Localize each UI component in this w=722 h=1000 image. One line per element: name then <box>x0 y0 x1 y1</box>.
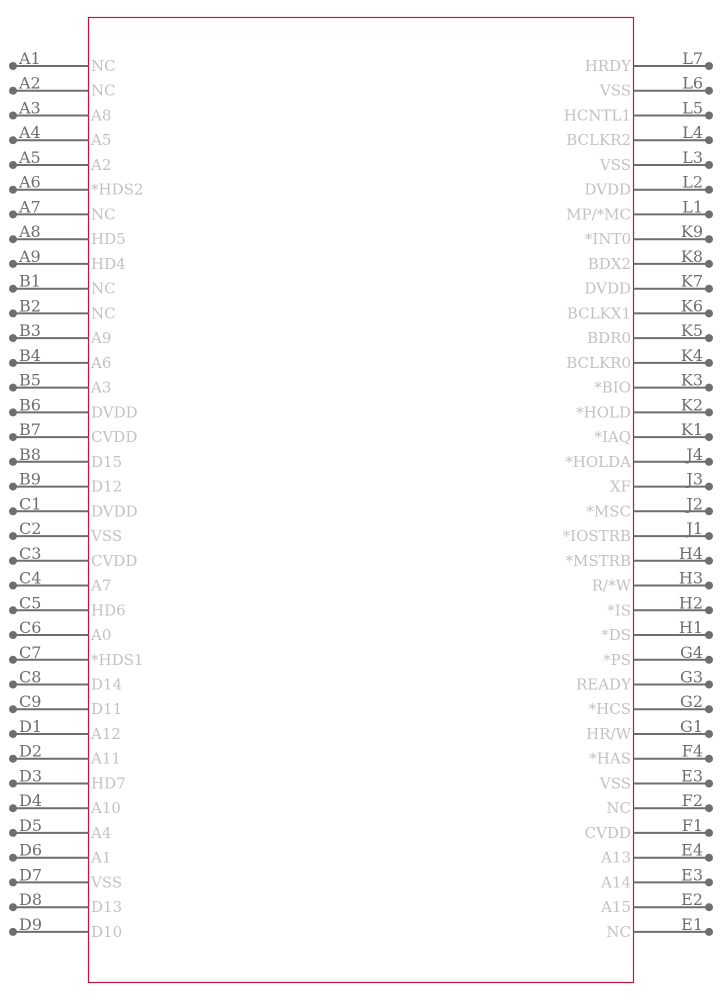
pin-name: D12 <box>91 477 123 496</box>
pin-name: CVDD <box>584 823 631 842</box>
pin-endpoint <box>705 903 713 911</box>
pin-endpoint <box>705 829 713 837</box>
pin-number: C9 <box>19 692 42 712</box>
pin-name: NC <box>91 57 116 75</box>
pin-endpoint <box>9 408 17 416</box>
pin-name: *MSTRB <box>565 551 631 570</box>
pin-endpoint <box>9 730 17 738</box>
pin-number: C6 <box>19 618 42 637</box>
pin-number: C5 <box>19 593 42 613</box>
pin-endpoint <box>705 210 713 218</box>
pin-right-l2 <box>584 173 713 199</box>
pin-endpoint <box>705 260 713 268</box>
pin-name: *BIO <box>594 378 631 397</box>
pin-name: DVDD <box>91 403 138 422</box>
pin-endpoint <box>9 62 17 70</box>
pin-number: G4 <box>680 642 703 662</box>
pin-right-j2 <box>586 494 713 520</box>
pin-number: E2 <box>681 890 703 910</box>
pin-name: VSS <box>599 156 631 174</box>
pin-endpoint <box>9 112 17 120</box>
pin-name: XF <box>609 477 631 496</box>
pin-endpoint <box>705 582 713 590</box>
pin-number: A6 <box>19 172 41 192</box>
pin-endpoint <box>9 483 17 491</box>
pin-name: BDX2 <box>587 254 631 273</box>
pin-name: R/*W <box>591 576 631 595</box>
pin-name: VSS <box>599 81 631 100</box>
pin-endpoint <box>9 681 17 689</box>
pin-name: NC <box>91 279 116 298</box>
pin-endpoint <box>9 878 17 886</box>
pin-name: *HOLD <box>576 403 631 422</box>
pin-number: D3 <box>19 766 43 786</box>
pin-endpoint <box>9 161 17 169</box>
pin-left-d9 <box>9 915 122 941</box>
pin-left-a2 <box>9 74 116 100</box>
pin-left-a6 <box>9 173 143 199</box>
pin-number: K7 <box>680 271 703 291</box>
pin-name: CVDD <box>91 551 138 570</box>
pin-number: K5 <box>680 321 703 341</box>
pin-right-k5 <box>587 321 713 347</box>
pin-number: A2 <box>19 73 41 93</box>
pin-number: F4 <box>681 741 703 761</box>
pin-number: H4 <box>678 543 703 563</box>
pin-name: HD7 <box>91 774 126 793</box>
pin-name: *MSC <box>586 502 631 521</box>
pin-left-b5 <box>9 371 111 397</box>
pin-number: E3 <box>681 865 703 885</box>
pin-name: A5 <box>91 131 112 150</box>
pin-right-l6 <box>599 74 713 100</box>
pin-name: CVDD <box>91 428 138 447</box>
pin-right-f2 <box>606 791 713 817</box>
pin-name: HD4 <box>91 254 126 273</box>
pin-endpoint <box>9 136 17 144</box>
pin-left-c8 <box>9 668 122 694</box>
pin-number: L3 <box>682 148 703 167</box>
pin-endpoint <box>705 87 713 95</box>
pin-name: VSS <box>91 527 123 546</box>
pin-name: *INT0 <box>584 230 631 249</box>
pin-number: A9 <box>19 246 41 266</box>
pin-endpoint <box>9 186 17 194</box>
pin-number: A8 <box>19 222 41 242</box>
pin-name: A4 <box>91 823 112 842</box>
pin-right-h2 <box>607 593 713 619</box>
pin-endpoint <box>9 309 17 317</box>
pin-name: A14 <box>601 873 631 892</box>
pin-endpoint <box>705 878 713 886</box>
pin-number: A5 <box>19 148 41 167</box>
pin-number: D2 <box>19 741 43 761</box>
pin-left-a3 <box>9 99 111 125</box>
pin-left-c2 <box>9 519 122 545</box>
pin-number: K4 <box>680 345 703 365</box>
pin-name: A3 <box>91 378 112 397</box>
pin-endpoint <box>9 903 17 911</box>
pin-endpoint <box>705 507 713 515</box>
pin-name: D14 <box>91 675 123 694</box>
pin-right-j1 <box>563 519 713 545</box>
pin-number: C3 <box>19 543 42 563</box>
pin-right-h3 <box>592 569 713 595</box>
pin-number: C1 <box>19 494 42 514</box>
pin-endpoint <box>705 433 713 441</box>
pin-number: A1 <box>19 49 41 68</box>
pin-endpoint <box>9 928 17 936</box>
pin-name: *IS <box>607 601 631 620</box>
pin-number: D5 <box>19 815 43 835</box>
pin-name: A8 <box>91 106 112 125</box>
pin-endpoint <box>9 87 17 95</box>
pin-number: K2 <box>680 395 703 415</box>
pin-endpoint <box>9 532 17 540</box>
pin-left-c4 <box>9 569 111 595</box>
pin-right-g3 <box>576 668 713 694</box>
pin-name: NC <box>91 81 116 100</box>
pin-left-d5 <box>9 816 111 842</box>
pin-endpoint <box>9 458 17 466</box>
pin-endpoint <box>705 285 713 293</box>
pin-number: G2 <box>680 692 703 712</box>
pin-right-h4 <box>566 544 713 570</box>
pin-endpoint <box>9 582 17 590</box>
pin-endpoint <box>705 532 713 540</box>
pin-number: K6 <box>680 296 703 316</box>
pin-endpoint <box>705 235 713 243</box>
pin-right-g2 <box>589 692 713 718</box>
pin-right-g1 <box>586 717 713 743</box>
pin-left-d2 <box>9 742 121 768</box>
pin-left-b3 <box>9 321 111 347</box>
pin-right-k2 <box>576 395 713 421</box>
pin-name: D15 <box>91 452 123 471</box>
pin-right-l1 <box>566 197 713 223</box>
pin-number: J4 <box>686 444 703 464</box>
pin-left-a8 <box>9 222 126 248</box>
pin-left-d4 <box>9 791 121 817</box>
pin-number: A3 <box>19 98 41 118</box>
pin-left-d7 <box>9 865 122 891</box>
pin-name: *HDS1 <box>91 650 144 669</box>
pin-name: A11 <box>91 749 121 768</box>
pin-number: H1 <box>678 618 703 637</box>
pin-endpoint <box>705 112 713 120</box>
pin-left-c9 <box>9 692 122 718</box>
pin-right-k3 <box>594 371 713 397</box>
pin-number: L4 <box>682 123 703 143</box>
pin-name: MP/*MC <box>566 205 631 224</box>
pin-right-e1 <box>606 915 713 941</box>
pin-endpoint <box>705 186 713 194</box>
pin-name: NC <box>91 205 116 224</box>
pin-endpoint <box>705 804 713 812</box>
pin-endpoint <box>9 260 17 268</box>
pin-name: A10 <box>91 799 121 818</box>
pin-right-k7 <box>584 272 713 298</box>
pin-number: L5 <box>682 98 703 118</box>
pin-name: NC <box>606 922 631 941</box>
pin-right-k6 <box>567 296 713 322</box>
pin-endpoint <box>9 854 17 862</box>
pin-number: J1 <box>686 519 703 539</box>
right-pin-group <box>563 49 713 941</box>
pin-number: E1 <box>681 914 703 934</box>
pin-number: C2 <box>19 519 42 539</box>
pin-name: A2 <box>91 156 112 174</box>
pin-name: A9 <box>91 329 112 348</box>
pin-name: *PS <box>603 650 631 669</box>
pin-number: D1 <box>19 717 43 736</box>
pin-number: B4 <box>19 345 41 365</box>
pin-endpoint <box>705 631 713 639</box>
pin-endpoint <box>705 408 713 416</box>
pin-number: D4 <box>19 791 43 811</box>
pin-name: *HDS2 <box>91 180 144 199</box>
pin-right-j3 <box>610 470 713 496</box>
pin-right-l5 <box>564 99 713 125</box>
pin-endpoint <box>9 334 17 342</box>
component-body <box>89 18 634 983</box>
pin-name: A1 <box>91 848 112 867</box>
pin-left-a5 <box>9 148 111 174</box>
pin-right-e4 <box>600 841 713 867</box>
pin-left-d8 <box>9 890 122 916</box>
pin-number: G3 <box>680 667 703 687</box>
pin-number: B3 <box>19 321 41 341</box>
pin-name: HR/W <box>586 725 631 743</box>
pin-number: D7 <box>19 865 43 885</box>
pin-name: DVDD <box>91 502 138 521</box>
pin-name: *HCS <box>588 700 631 719</box>
pin-name: HRDY <box>584 57 631 75</box>
pin-name: DVDD <box>584 279 631 298</box>
pin-number: B2 <box>19 296 41 316</box>
pin-number: B1 <box>19 271 41 291</box>
pin-name: BDR0 <box>587 329 631 348</box>
pin-number: C7 <box>19 642 42 662</box>
pin-number: K3 <box>680 370 703 390</box>
pin-number: L7 <box>682 49 703 68</box>
pin-name: HCNTL1 <box>563 106 631 125</box>
pin-name: READY <box>575 675 631 694</box>
pin-number: K9 <box>680 222 703 242</box>
pin-number: E4 <box>681 840 703 860</box>
pin-name: DVDD <box>584 180 631 199</box>
pin-endpoint <box>705 161 713 169</box>
pin-right-k8 <box>588 247 713 273</box>
pin-endpoint <box>705 928 713 936</box>
pin-number: L1 <box>682 197 703 217</box>
pin-endpoint <box>9 557 17 565</box>
pin-left-b9 <box>9 470 122 496</box>
pin-number: B7 <box>19 420 41 440</box>
pin-endpoint <box>9 433 17 441</box>
pin-endpoint <box>9 285 17 293</box>
pin-number: A4 <box>19 123 41 143</box>
pin-name: A13 <box>601 848 631 867</box>
pin-left-b2 <box>9 296 116 322</box>
pin-number: D9 <box>19 914 43 934</box>
pin-endpoint <box>705 136 713 144</box>
pin-right-f4 <box>589 742 713 768</box>
pin-endpoint <box>705 780 713 788</box>
pin-right-h1 <box>601 618 713 644</box>
pin-number: E3 <box>681 766 703 786</box>
pin-right-j4 <box>565 445 713 471</box>
pin-endpoint <box>9 780 17 788</box>
pin-left-c7 <box>9 643 143 669</box>
pin-number: A7 <box>19 197 41 217</box>
pin-left-b7 <box>9 420 137 446</box>
pin-left-a7 <box>9 197 116 223</box>
pin-number: B9 <box>19 469 41 489</box>
pin-number: J3 <box>686 469 703 489</box>
pin-number: B5 <box>19 370 41 390</box>
pin-endpoint <box>705 730 713 738</box>
pin-endpoint <box>705 62 713 70</box>
pin-right-e3 <box>599 767 713 793</box>
pin-number: F2 <box>681 791 703 811</box>
pin-number: L6 <box>682 73 703 93</box>
pin-number: K8 <box>680 246 703 266</box>
pin-name: NC <box>606 799 631 818</box>
pin-endpoint <box>705 557 713 565</box>
pin-name: BCLKX1 <box>566 304 631 323</box>
pin-name: A0 <box>91 626 112 644</box>
pin-name: *HOLDA <box>565 452 631 471</box>
pin-number: C4 <box>19 568 42 588</box>
pin-endpoint <box>705 681 713 689</box>
pin-name: A7 <box>91 576 112 595</box>
pin-right-k4 <box>566 346 713 372</box>
pin-endpoint <box>9 804 17 812</box>
left-pin-group <box>9 49 143 941</box>
pin-number: B6 <box>19 395 41 415</box>
pin-name: BCLKR2 <box>566 131 631 150</box>
pin-right-l7 <box>585 49 713 75</box>
pin-right-k1 <box>594 420 713 446</box>
pin-name: BCLKR0 <box>566 353 631 372</box>
pin-left-c1 <box>9 494 138 520</box>
pin-endpoint <box>9 235 17 243</box>
pin-name: D11 <box>91 700 123 719</box>
pin-name: A6 <box>91 353 112 372</box>
pin-endpoint <box>9 755 17 763</box>
pin-endpoint <box>705 483 713 491</box>
pin-left-b4 <box>9 346 111 372</box>
pin-endpoint <box>705 755 713 763</box>
pin-name: A15 <box>601 898 631 917</box>
pin-name: *IAQ <box>594 428 631 447</box>
pin-number: K1 <box>680 420 703 440</box>
pin-endpoint <box>705 705 713 713</box>
pin-number: G1 <box>680 717 703 736</box>
pin-endpoint <box>9 631 17 639</box>
pin-name: D13 <box>91 898 123 917</box>
pin-right-l3 <box>599 148 713 174</box>
pin-name: VSS <box>91 873 123 892</box>
pin-endpoint <box>705 384 713 392</box>
pin-left-d3 <box>9 767 126 793</box>
pin-name: A12 <box>91 725 121 743</box>
pin-right-f1 <box>585 816 713 842</box>
pin-left-b6 <box>9 395 138 421</box>
pin-number: B8 <box>19 444 41 464</box>
pin-number: C8 <box>19 667 42 687</box>
pin-endpoint <box>9 829 17 837</box>
pin-left-a9 <box>9 247 126 273</box>
pin-endpoint <box>705 359 713 367</box>
pin-number: D8 <box>19 890 43 910</box>
pin-name: *HAS <box>589 749 631 768</box>
pin-name: HD5 <box>91 230 126 249</box>
pin-right-l4 <box>566 123 713 149</box>
pin-name: HD6 <box>91 601 126 620</box>
pin-left-a1 <box>9 49 116 75</box>
pin-endpoint <box>9 210 17 218</box>
pin-name: VSS <box>599 774 631 793</box>
pin-name: *DS <box>601 626 631 644</box>
pin-left-c5 <box>9 593 126 619</box>
pin-name: *IOSTRB <box>562 527 631 546</box>
pin-name: D10 <box>91 922 123 941</box>
pin-left-b8 <box>9 445 122 471</box>
pin-name: NC <box>91 304 116 323</box>
pin-right-e2 <box>600 890 713 916</box>
pin-left-d6 <box>9 841 111 867</box>
pin-left-c6 <box>9 618 111 644</box>
pin-endpoint <box>9 359 17 367</box>
pin-left-a4 <box>9 123 111 149</box>
pin-right-e3 <box>600 865 713 891</box>
pin-number: H2 <box>678 593 703 613</box>
pin-endpoint <box>705 606 713 614</box>
pin-endpoint <box>705 854 713 862</box>
pin-number: L2 <box>682 172 703 192</box>
pin-endpoint <box>705 656 713 664</box>
pin-endpoint <box>9 606 17 614</box>
pin-left-c3 <box>9 544 137 570</box>
pin-number: H3 <box>678 568 703 588</box>
pin-endpoint <box>9 384 17 392</box>
pin-right-g4 <box>603 643 713 669</box>
pin-left-b1 <box>9 272 116 298</box>
pin-number: D6 <box>19 840 43 860</box>
pin-number: F1 <box>681 815 703 835</box>
pin-left-d1 <box>9 717 121 743</box>
pin-right-k9 <box>585 222 713 248</box>
pin-number: J2 <box>686 494 703 514</box>
pin-endpoint <box>705 334 713 342</box>
pin-endpoint <box>9 705 17 713</box>
pin-endpoint <box>9 656 17 664</box>
pin-endpoint <box>9 507 17 515</box>
pin-endpoint <box>705 309 713 317</box>
pin-endpoint <box>705 458 713 466</box>
